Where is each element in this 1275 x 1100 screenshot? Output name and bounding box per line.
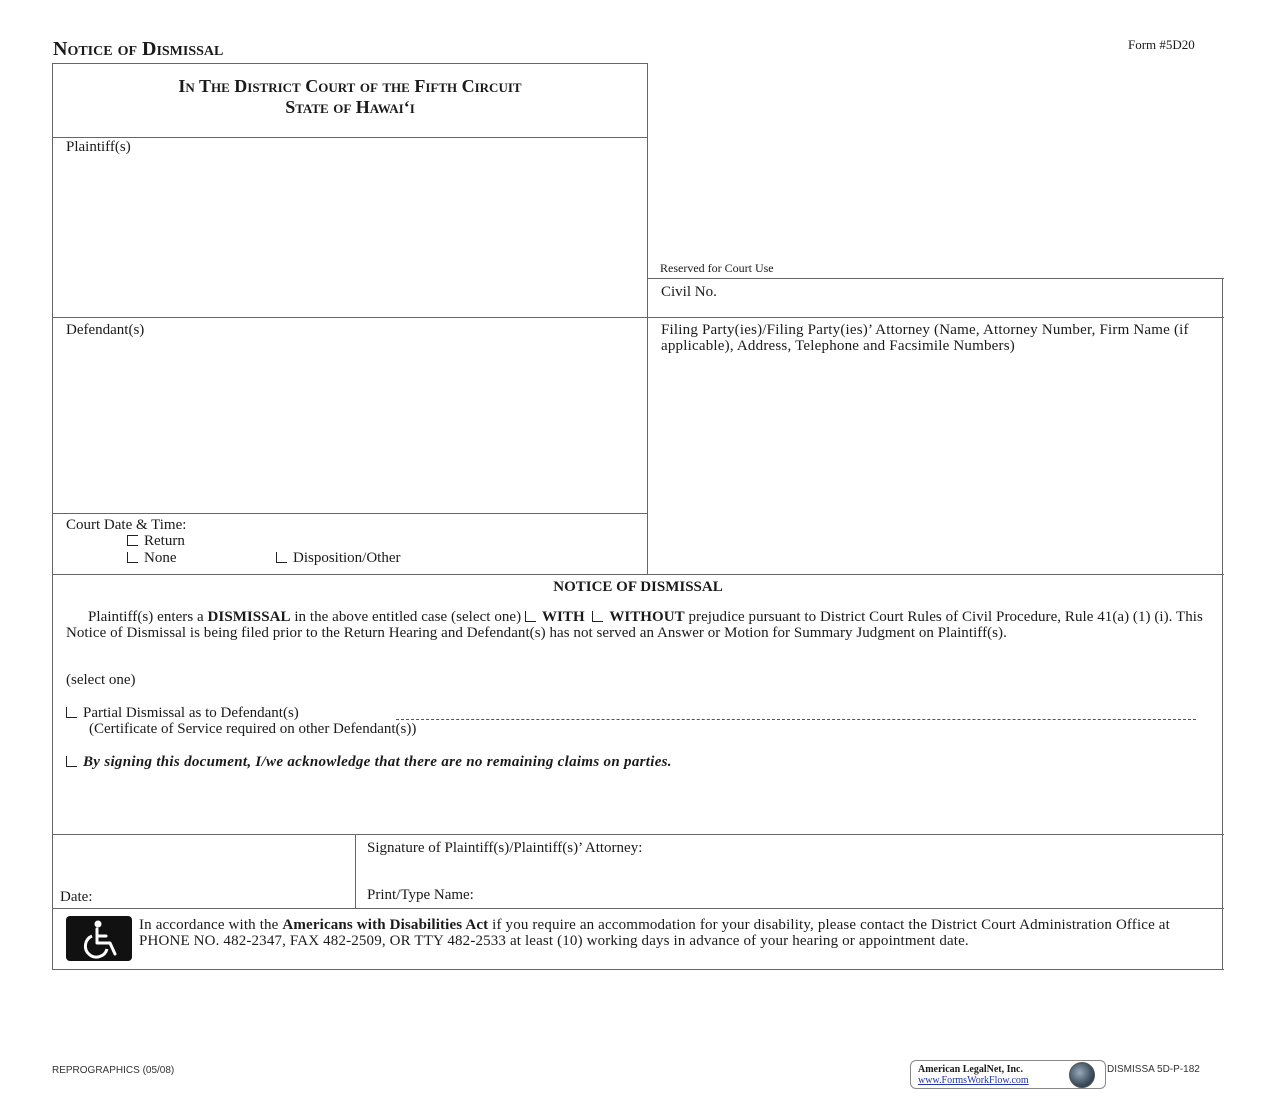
- civil-no-label: Civil No.: [661, 284, 717, 300]
- section-title: NOTICE OF DISMISSAL: [553, 579, 723, 595]
- vendor-name: American LegalNet, Inc.: [918, 1064, 1023, 1075]
- date-label: Date:: [60, 889, 93, 905]
- court-line-1: In The District Court of the Fifth Circuit: [178, 76, 522, 96]
- wheelchair-icon: [66, 916, 132, 961]
- defendants-label: Defendant(s): [66, 322, 145, 338]
- form-right-border: [1222, 278, 1223, 970]
- checkbox-icon: [66, 756, 77, 767]
- checkbox-icon: [592, 611, 603, 622]
- vendor-link[interactable]: www.FormsWorkFlow.com: [918, 1075, 1029, 1086]
- form-code: DISMISSA 5D-P-182: [1107, 1064, 1200, 1075]
- print-name-label: Print/Type Name:: [367, 887, 474, 903]
- para-text-3: prejudice pursuant to District Court Rules of Civil Procedure, Rule 41(a) (1) (i). This Notice of Dismissal is being filed prior to the Return Hearing and Defendant(s) has not served an Answer or Motion for Summary Judgment on Plaintiff(s).: [66, 609, 1203, 641]
- return-label: Return: [144, 533, 185, 549]
- checkbox-icon: [127, 535, 138, 546]
- ada-notice: [139, 917, 1221, 949]
- form-number: Form #5D20: [1128, 37, 1195, 52]
- court-header-bottom: [52, 137, 648, 138]
- checkbox-icon: [127, 552, 138, 563]
- body-bottom: [52, 834, 1224, 835]
- court-date-label: Court Date & Time:: [66, 517, 187, 533]
- checkbox-icon: [276, 552, 287, 563]
- caption-top-border: [52, 63, 648, 64]
- signature-bottom: [52, 908, 1224, 909]
- none-label: None: [144, 550, 177, 566]
- partial-dismissal-label: Partial Dismissal as to Defendant(s): [83, 705, 299, 721]
- dismissal-paragraph: [66, 609, 1221, 641]
- print-name-field[interactable]: [520, 884, 1220, 906]
- para-text-1: Plaintiff(s) enters a: [88, 609, 208, 625]
- signature-divider: [355, 834, 356, 908]
- globe-icon: [1069, 1062, 1095, 1088]
- checkbox-acknowledge[interactable]: [66, 754, 672, 770]
- checkbox-none[interactable]: [127, 550, 177, 566]
- checkbox-without[interactable]: [592, 609, 684, 625]
- wheelchair-svg: [66, 916, 132, 961]
- checkbox-disposition-other[interactable]: [276, 550, 401, 566]
- select-one-label: (select one): [66, 672, 136, 688]
- without-label: WITHOUT: [609, 609, 685, 625]
- partial-dismissal-note: (Certificate of Service required on other Defendant(s)): [89, 721, 417, 737]
- plaintiffs-field[interactable]: [54, 160, 646, 315]
- plaintiff-bottom: [52, 317, 1224, 318]
- form-bottom-border: [52, 969, 1224, 970]
- signature-field[interactable]: [358, 858, 1220, 882]
- ada-bold: Americans with Disabilities Act: [282, 917, 489, 933]
- acknowledge-label: By signing this document, I/we acknowledge that there are no remaining claims on parties.: [83, 754, 672, 770]
- filing-party-field[interactable]: [650, 375, 1220, 571]
- filing-party-label: Filing Party(ies)/Filing Party(ies)’ Attorney (Name, Attorney Number, Firm Name (if applicable), Address, Telephone and Facsimile Numbers): [661, 322, 1189, 354]
- checkbox-partial-dismissal[interactable]: [66, 705, 299, 721]
- para-text-2: in the above entitled case (select one): [290, 609, 525, 625]
- civil-no-top: [647, 278, 1224, 279]
- vendor-badge[interactable]: [910, 1060, 1106, 1089]
- civil-no-field[interactable]: [740, 282, 1218, 314]
- ada-text-2: if you require an accommodation for your disability, please contact the District Court Administration Office at PHONE NO. 482-2347, FAX 482-2509, OR TTY 482-2533 at least (10) working days in advance of your hearing or appointment date.: [139, 917, 1170, 949]
- checkbox-with[interactable]: [525, 609, 585, 625]
- reserved-court-use-label: Reserved for Court Use: [660, 261, 774, 275]
- defendant-bottom: [52, 513, 648, 514]
- disposition-label: Disposition/Other: [293, 550, 401, 566]
- checkbox-return[interactable]: [127, 533, 185, 549]
- checkbox-icon: [525, 611, 536, 622]
- court-use-area: [650, 64, 1222, 259]
- checkbox-icon: [66, 707, 77, 718]
- ada-text-1: In accordance with the: [139, 917, 283, 933]
- para-bold: DISMISSAL: [207, 609, 291, 625]
- caption-divider: [647, 63, 648, 575]
- footer-reprographics: REPROGRAPHICS (05/08): [52, 1065, 175, 1076]
- caption-bottom: [52, 574, 1224, 575]
- form-title: Notice of Dismissal: [53, 38, 224, 60]
- signature-label: Signature of Plaintiff(s)/Plaintiff(s)’ Attorney:: [367, 840, 643, 856]
- plaintiffs-label: Plaintiff(s): [66, 139, 131, 155]
- date-field[interactable]: [54, 836, 353, 906]
- court-line-2: State of Hawai‘i: [285, 97, 415, 117]
- partial-dismissal-defendants-field[interactable]: [396, 705, 1196, 720]
- with-label: WITH: [541, 609, 585, 625]
- court-name: [53, 76, 647, 118]
- defendants-field[interactable]: [54, 342, 646, 510]
